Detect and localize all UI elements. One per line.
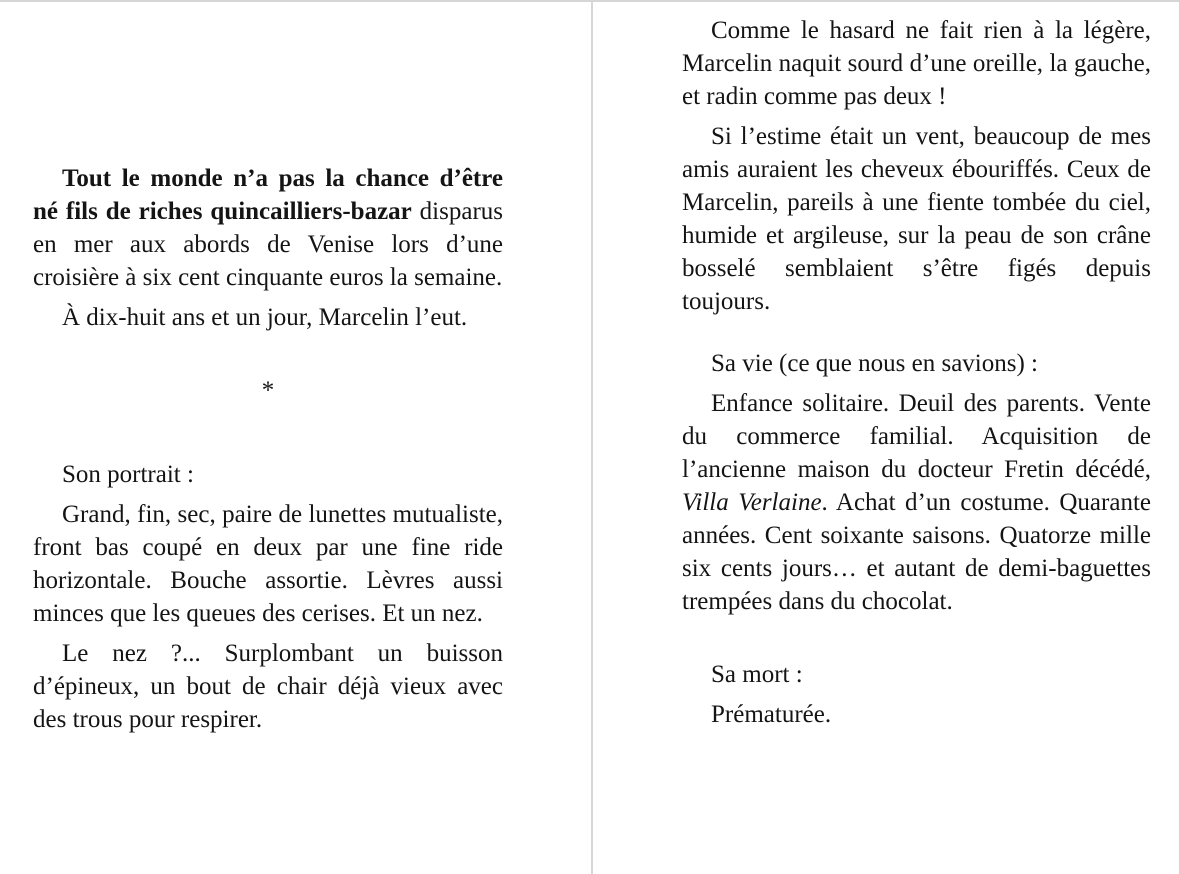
opening-paragraph xyxy=(33,162,503,294)
top-border xyxy=(0,0,1179,2)
nose-paragraph: Le nez ?... Surplombant un buisson d’épineux, un bout de chair déjà vieux avec des trous pour respirer. xyxy=(33,640,503,733)
portrait-paragraph: Grand, fin, sec, paire de lunettes mutualiste, front bas coupé en deux par une fine ride horizontale. Bouche assortie. Lèvres aussi minces que les queues des cerises. Et un nez. xyxy=(33,501,503,627)
life-text-after: . Achat d’un costume. Quarante années. Cent soixante saisons. Quatorze mille six cents jours… et autant de demi-baguettes trempées dans du chocolat. xyxy=(682,489,1151,615)
section-separator: * xyxy=(261,377,275,404)
opening-bold-text: Tout le monde n’a pas la chance d’être né fils de riches quincailliers-bazar xyxy=(33,165,503,225)
page-divider xyxy=(591,0,593,874)
portrait-heading: Son portrait : xyxy=(62,461,194,488)
death-text: Prématurée. xyxy=(711,701,832,728)
life-paragraph xyxy=(682,387,1151,618)
life-text-before: Enfance solitaire. Deuil des parents. Vente du commerce familial. Acquisition de l’ancienne maison du docteur Fretin décédé, xyxy=(682,390,1151,483)
life-heading: Sa vie (ce que nous en savions) : xyxy=(711,350,1039,377)
birth-paragraph: Comme le hasard ne fait rien à la légère, Marcelin naquit sourd d’une oreille, la gauche, et radin comme pas deux ! xyxy=(682,17,1151,110)
death-heading: Sa mort : xyxy=(711,661,803,688)
left-page xyxy=(33,162,503,743)
inheritance-paragraph: À dix-huit ans et un jour, Marcelin l’eut. xyxy=(62,304,468,331)
opening-rest-text: disparus en mer aux abords de Venise lors d’une croisière à six cent cinquante euros la semaine. xyxy=(33,198,504,291)
esteem-paragraph: Si l’estime était un vent, beaucoup de mes amis auraient les cheveux ébouriffés. Ceux de Marcelin, pareils à une fiente tombée du ciel, humide et argileuse, sur la peau de son crâne bosselé semblaient s’être figés depuis toujours. xyxy=(682,123,1151,315)
villa-name: Villa Verlaine xyxy=(682,489,822,516)
right-page xyxy=(682,14,1151,738)
